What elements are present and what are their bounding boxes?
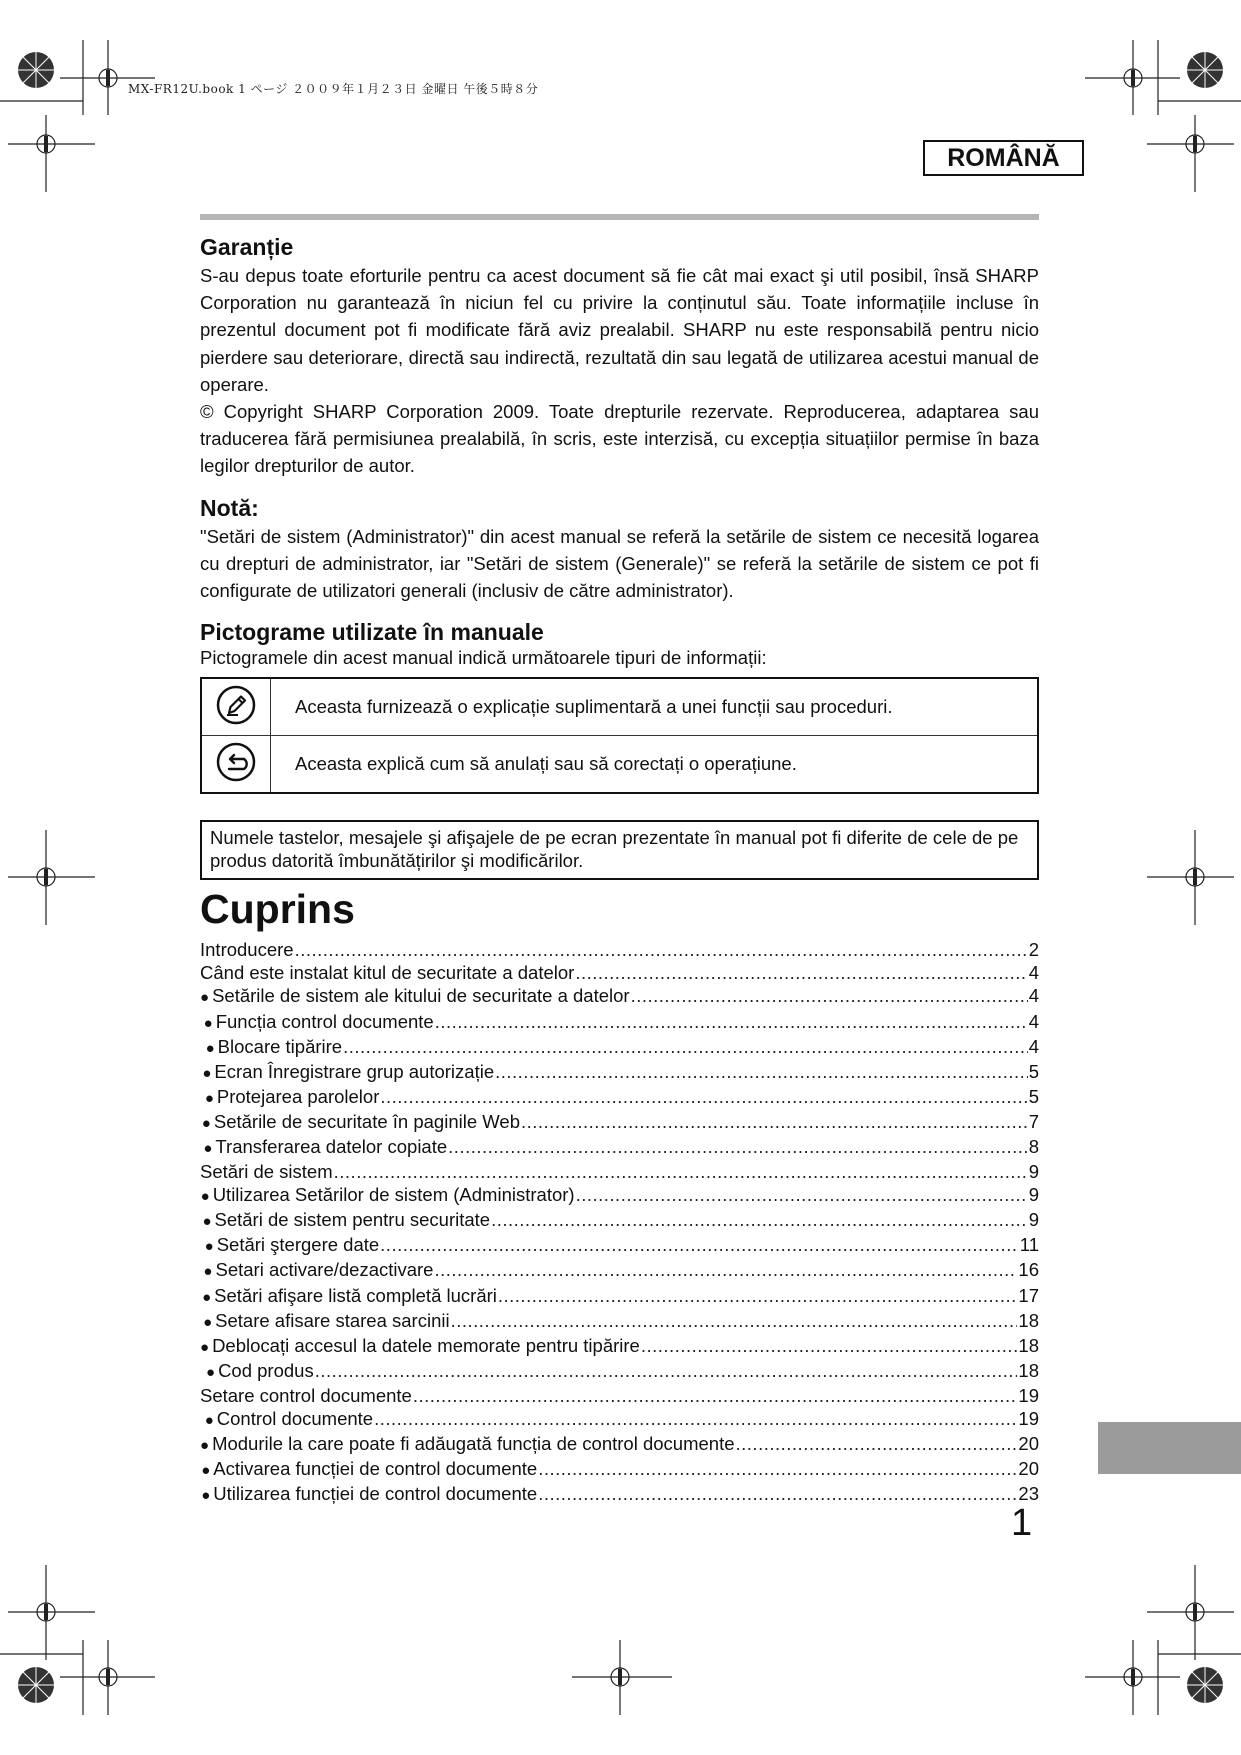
print-slug-header: MX-FR12U.book 1 ページ ２００９年１月２３日 金曜日 午後５時８分 bbox=[128, 82, 539, 96]
toc-entry[interactable] bbox=[200, 961, 1039, 984]
toc-entry-label: Funcția control documente bbox=[215, 1010, 434, 1032]
toc-leader-dots bbox=[631, 984, 1028, 1007]
bullet-icon: ● bbox=[204, 1412, 214, 1430]
bullet-icon: ● bbox=[200, 1188, 210, 1206]
page-number: 1 bbox=[1011, 1502, 1033, 1544]
bullet-icon: ● bbox=[200, 989, 210, 1007]
toc-entry-label: Setari activare/dezactivare bbox=[215, 1259, 434, 1281]
toc-leader-dots bbox=[413, 1384, 1018, 1407]
toc-entry-page: 8 bbox=[1028, 1135, 1039, 1157]
toc-entry-page: 20 bbox=[1018, 1433, 1039, 1455]
toc-entry-label: Setare afisare starea sarcinii bbox=[215, 1309, 450, 1331]
bullet-icon: ● bbox=[201, 1114, 211, 1132]
toc-leader-dots bbox=[538, 1457, 1017, 1480]
toc-leader-dots bbox=[495, 1060, 1028, 1083]
section-tab bbox=[1098, 1422, 1241, 1474]
icons-section bbox=[200, 617, 1039, 794]
toc-entry-label: Utilizarea Setărilor de sistem (Administrator) bbox=[212, 1184, 575, 1206]
toc-entry-page: 17 bbox=[1018, 1284, 1039, 1306]
table-of-contents bbox=[200, 938, 1039, 1507]
toc-leader-dots bbox=[374, 1407, 1017, 1430]
toc-entry[interactable] bbox=[200, 1110, 1039, 1135]
toc-entry[interactable] bbox=[200, 1010, 1039, 1035]
toc-entry-page: 4 bbox=[1028, 1035, 1039, 1057]
note-body: "Setări de sistem (Administrator)" din acest manual se referă la setările de sistem ce necesită logarea cu drepturi de administrator, iar "Setări de sistem (Generale)" se referă la setările de sistem ce pot fi configurate de utilizatori generali (inclusiv de către administrator). bbox=[200, 525, 1039, 602]
toc-leader-dots bbox=[538, 1482, 1017, 1505]
icon-legend-text: Aceasta explică cum să anulați sau să corectați o operațiune. bbox=[271, 736, 1039, 794]
toc-entry-label: Blocare tipărire bbox=[217, 1035, 343, 1057]
bullet-icon: ● bbox=[200, 1338, 210, 1356]
toc-entry[interactable] bbox=[200, 1035, 1039, 1060]
copyright-text: © Copyright SHARP Corporation 2009. Toate drepturile rezervate. Reproducerea, adaptarea sau traducerea fără permisiunea prealabilă, în scris, este interzisă, cu excepția situațiilor permise în baza legilor drepturilor de autor. bbox=[200, 401, 1039, 477]
toc-entry-label: Introducere bbox=[200, 939, 294, 961]
page-content bbox=[200, 228, 1039, 1507]
icon-legend-text: Aceasta furnizează o explicație suplimentară a unei funcții sau proceduri. bbox=[271, 678, 1039, 736]
toc-leader-dots bbox=[434, 1258, 1017, 1281]
icon-legend-row bbox=[201, 678, 1038, 736]
toc-entry-label: Cod produs bbox=[218, 1359, 314, 1381]
toc-entry[interactable] bbox=[200, 1457, 1039, 1482]
toc-entry-label: Când este instalat kitul de securitate a datelor bbox=[200, 962, 575, 984]
toc-entry-page: 4 bbox=[1028, 1010, 1039, 1032]
toc-entry[interactable] bbox=[200, 1432, 1039, 1457]
toc-entry[interactable] bbox=[200, 1482, 1039, 1507]
bullet-icon: ● bbox=[203, 1263, 213, 1281]
toc-leader-dots bbox=[736, 1432, 1018, 1455]
toc-entry-label: Control documente bbox=[216, 1408, 374, 1430]
toc-entry[interactable] bbox=[200, 1160, 1039, 1183]
bullet-icon: ● bbox=[204, 1238, 214, 1256]
bullet-icon: ● bbox=[205, 1039, 215, 1057]
toc-leader-dots bbox=[334, 1160, 1028, 1183]
toc-entry[interactable] bbox=[200, 1233, 1039, 1258]
toc-entry[interactable] bbox=[200, 1208, 1039, 1233]
toc-leader-dots bbox=[448, 1135, 1028, 1158]
toc-entry-label: Setări ştergere date bbox=[216, 1234, 380, 1256]
toc-leader-dots bbox=[343, 1035, 1028, 1058]
toc-entry[interactable] bbox=[200, 1183, 1039, 1208]
toc-leader-dots bbox=[435, 1010, 1028, 1033]
toc-entry-label: Transferarea datelor copiate bbox=[215, 1135, 448, 1157]
toc-entry-label: Setări afişare listă completă lucrări bbox=[214, 1284, 497, 1306]
warranty-title: Garanție bbox=[200, 234, 294, 260]
toc-entry-page: 7 bbox=[1028, 1110, 1039, 1132]
bullet-icon: ● bbox=[203, 1139, 213, 1157]
toc-entry-page: 5 bbox=[1028, 1060, 1039, 1082]
bullet-icon: ● bbox=[201, 1487, 211, 1505]
toc-entry[interactable] bbox=[200, 1309, 1039, 1334]
bullet-icon: ● bbox=[203, 1313, 213, 1331]
toc-leader-dots bbox=[315, 1359, 1018, 1382]
toc-entry-label: Setările de sistem ale kitului de securitate a datelor bbox=[212, 985, 630, 1007]
toc-entry-label: Protejarea parolelor bbox=[216, 1085, 380, 1107]
toc-entry-label: Setări de sistem pentru securitate bbox=[214, 1209, 491, 1231]
toc-entry-page: 9 bbox=[1028, 1209, 1039, 1231]
toc-entry-page: 23 bbox=[1018, 1483, 1039, 1505]
toc-entry-label: Activarea funcției de control documente bbox=[213, 1458, 538, 1480]
toc-leader-dots bbox=[380, 1085, 1027, 1108]
toc-entry-page: 9 bbox=[1028, 1161, 1039, 1183]
toc-entry-page: 4 bbox=[1028, 962, 1039, 984]
toc-entry-label: Setări de sistem bbox=[200, 1161, 333, 1183]
top-divider bbox=[200, 214, 1039, 220]
toc-entry[interactable] bbox=[200, 938, 1039, 961]
toc-leader-dots bbox=[575, 961, 1027, 984]
bullet-icon: ● bbox=[202, 1213, 212, 1231]
toc-title: Cuprins bbox=[200, 886, 355, 933]
toc-entry-page: 19 bbox=[1018, 1408, 1039, 1430]
pencil-note-icon bbox=[216, 685, 256, 725]
toc-leader-dots bbox=[295, 938, 1028, 961]
warranty-body: S-au depus toate eforturile pentru ca acest document să fie cât mai exact şi util posibil, însă SHARP Corporation nu garantează în niciun fel cu privire la conținutul său. Toate informațiile incluse în prezentul document pot fi modificate fără aviz prealabil. SHARP nu este responsabilă pentru nicio pierdere sau deteriorare, directă sau indirectă, rezultată din sau legată de utilizarea acestui manual de operare. bbox=[200, 265, 1039, 395]
toc-entry-label: Setările de securitate în paginile Web bbox=[213, 1110, 520, 1132]
toc-entry-page: 18 bbox=[1018, 1359, 1039, 1381]
warranty-section bbox=[200, 232, 1039, 480]
toc-entry-label: Deblocați accesul la datele memorate pentru tipărire bbox=[212, 1334, 640, 1356]
notice-box: Numele tastelor, mesajele şi afişajele de pe ecran prezentate în manual pot fi diferite de cele de pe produs datorită îmbunătățirilor şi modificărilor. bbox=[200, 820, 1039, 880]
toc-entry-page: 5 bbox=[1028, 1085, 1039, 1107]
icon-legend-table bbox=[200, 677, 1039, 794]
toc-entry[interactable] bbox=[200, 1407, 1039, 1432]
icons-intro: Pictogramele din acest manual indică următoarele tipuri de informații: bbox=[200, 647, 767, 669]
toc-entry[interactable] bbox=[200, 1384, 1039, 1407]
undo-arrow-icon bbox=[216, 742, 256, 782]
toc-leader-dots bbox=[521, 1110, 1028, 1133]
toc-leader-dots bbox=[498, 1284, 1018, 1307]
toc-entry-page: 9 bbox=[1028, 1184, 1039, 1206]
toc-entry[interactable] bbox=[200, 1284, 1039, 1309]
icon-legend-row bbox=[201, 736, 1038, 794]
toc-entry-page: 18 bbox=[1018, 1334, 1039, 1356]
toc-leader-dots bbox=[451, 1309, 1018, 1332]
toc-entry-page: 4 bbox=[1028, 985, 1039, 1007]
note-title: Notă: bbox=[200, 494, 259, 521]
toc-leader-dots bbox=[641, 1334, 1018, 1357]
toc-leader-dots bbox=[576, 1183, 1028, 1206]
toc-entry[interactable] bbox=[200, 984, 1039, 1009]
bullet-icon: ● bbox=[203, 1014, 213, 1032]
toc-entry[interactable] bbox=[200, 1060, 1039, 1085]
toc-entry[interactable] bbox=[200, 1085, 1039, 1110]
toc-entry-page: 18 bbox=[1018, 1309, 1039, 1331]
language-label: ROMÂNĂ bbox=[923, 140, 1084, 176]
toc-entry[interactable] bbox=[200, 1334, 1039, 1359]
toc-entry[interactable] bbox=[200, 1135, 1039, 1160]
toc-entry-page: 16 bbox=[1018, 1259, 1039, 1281]
toc-entry-page: 20 bbox=[1018, 1458, 1039, 1480]
bullet-icon: ● bbox=[202, 1064, 212, 1082]
toc-leader-dots bbox=[491, 1208, 1028, 1231]
toc-entry[interactable] bbox=[200, 1258, 1039, 1283]
toc-entry-page: 11 bbox=[1019, 1234, 1039, 1256]
bullet-icon: ● bbox=[204, 1089, 214, 1107]
toc-entry-label: Setare control documente bbox=[200, 1384, 412, 1406]
toc-leader-dots bbox=[380, 1233, 1019, 1256]
note-section bbox=[200, 493, 1039, 605]
toc-entry-page: 19 bbox=[1018, 1384, 1039, 1406]
icons-title: Pictograme utilizate în manuale bbox=[200, 619, 544, 646]
toc-entry-page: 2 bbox=[1028, 939, 1039, 961]
toc-entry-label: Utilizarea funcției de control documente bbox=[213, 1483, 538, 1505]
bullet-icon: ● bbox=[201, 1462, 211, 1480]
bullet-icon: ● bbox=[206, 1363, 216, 1381]
bullet-icon: ● bbox=[200, 1437, 210, 1455]
toc-entry[interactable] bbox=[200, 1359, 1039, 1384]
toc-entry-label: Modurile la care poate fi adăugată funcția de control documente bbox=[212, 1433, 735, 1455]
bullet-icon: ● bbox=[202, 1288, 212, 1306]
toc-entry-label: Ecran Înregistrare grup autorizație bbox=[214, 1060, 495, 1082]
